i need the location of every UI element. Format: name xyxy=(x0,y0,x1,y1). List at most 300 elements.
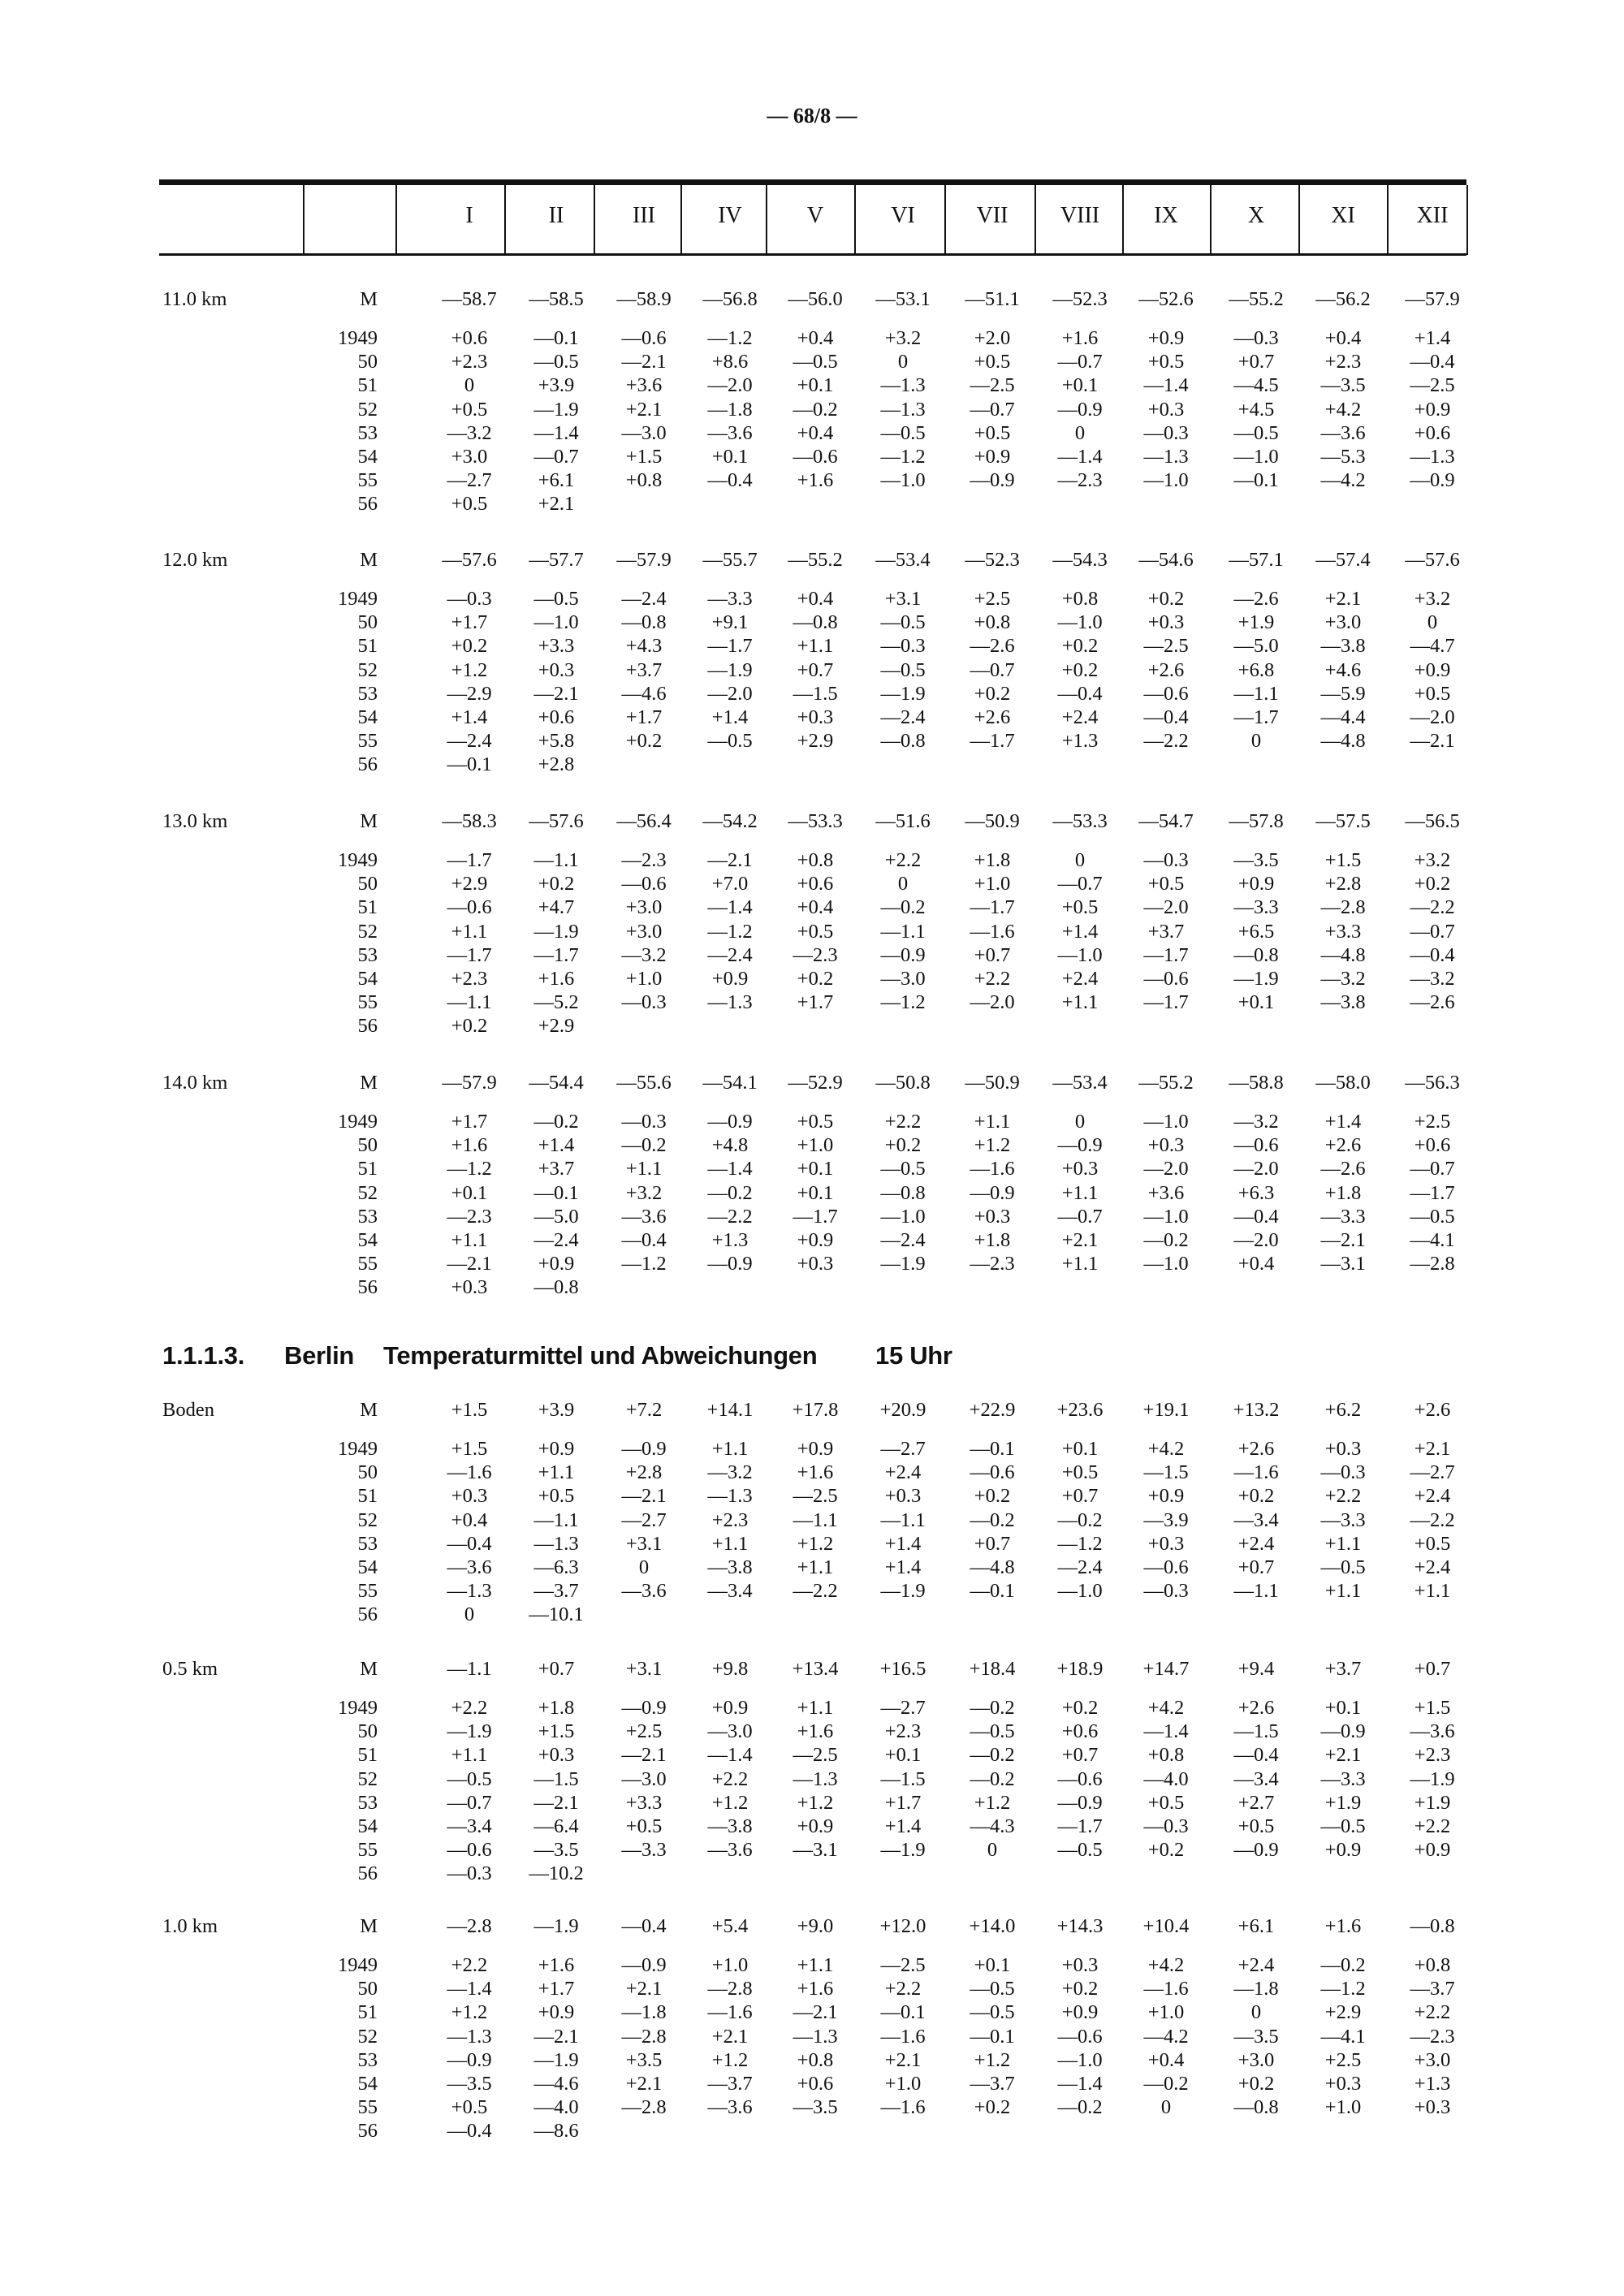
deviation-value: —0.1 xyxy=(880,2001,926,2024)
deviation-value: —0.2 xyxy=(970,1767,1015,1790)
deviation-value: —4.1 xyxy=(1320,2025,1366,2048)
level-label: 0.5 km xyxy=(162,1658,218,1680)
deviation-value: +1.2 xyxy=(974,2048,1011,2071)
deviation-value: +1.4 xyxy=(884,1556,922,1578)
deviation-value: 0 xyxy=(897,351,909,373)
deviation-value: —0.6 xyxy=(447,896,492,919)
deviation-value: +0.5 xyxy=(625,1815,663,1837)
deviation-value: +0.3 xyxy=(1147,611,1185,634)
header-column-rule xyxy=(395,185,397,255)
mean-value: +18.4 xyxy=(969,1658,1016,1680)
deviation-value: —2.9 xyxy=(447,682,492,705)
deviation-value: +2.3 xyxy=(1414,1744,1451,1767)
year-row xyxy=(0,1532,1624,1556)
deviation-value: —1.9 xyxy=(880,1253,926,1275)
year-label: 54 xyxy=(357,1229,378,1251)
deviation-value: —1.5 xyxy=(880,1767,926,1790)
deviation-value: —2.8 xyxy=(1320,896,1366,919)
deviation-value: +0.1 xyxy=(711,446,749,468)
deviation-value: —0.7 xyxy=(1057,1205,1103,1228)
deviation-value: —6.3 xyxy=(533,1556,579,1578)
mean-value: +7.2 xyxy=(625,1399,663,1421)
year-label: 50 xyxy=(357,1134,378,1157)
deviation-value: —1.2 xyxy=(1320,1978,1366,2000)
deviation-value: +3.6 xyxy=(625,374,663,397)
deviation-value: +2.2 xyxy=(1414,1815,1451,1837)
mean-value: —55.6 xyxy=(616,1072,672,1094)
year-label: 53 xyxy=(357,1205,378,1228)
mean-value: +12.0 xyxy=(879,1915,926,1937)
deviation-value: —3.5 xyxy=(447,2073,492,2095)
deviation-value: +0.5 xyxy=(1147,1791,1185,1814)
deviation-value: —0.5 xyxy=(880,658,926,681)
header-column-rule xyxy=(504,185,506,255)
mean-value: —50.9 xyxy=(965,810,1020,832)
deviation-value: —3.4 xyxy=(1233,1508,1279,1531)
deviation-value: +1.2 xyxy=(797,1532,834,1555)
mean-row xyxy=(0,287,1624,312)
deviation-value: +1.0 xyxy=(1324,2096,1362,2119)
deviation-value: +1.6 xyxy=(538,968,575,990)
deviation-value: —2.8 xyxy=(707,1978,753,2000)
section-title xyxy=(162,1338,1462,1374)
deviation-value: +1.1 xyxy=(451,1744,488,1767)
mean-value: —53.3 xyxy=(1052,810,1108,832)
deviation-value: —0.2 xyxy=(880,896,926,919)
deviation-value: +0.9 xyxy=(797,1229,834,1251)
deviation-value: —1.0 xyxy=(1057,1580,1103,1603)
header-top-rule xyxy=(159,179,1466,185)
deviation-value: —1.1 xyxy=(880,920,926,943)
deviation-value: +1.4 xyxy=(884,1532,922,1555)
level-label: 11.0 km xyxy=(162,288,227,310)
year-label: 51 xyxy=(357,2001,378,2024)
deviation-value: +1.3 xyxy=(711,1229,749,1251)
deviation-value: —2.0 xyxy=(970,991,1015,1014)
year-label: 51 xyxy=(357,1485,378,1508)
deviation-value: —3.9 xyxy=(1143,1508,1189,1531)
deviation-value: +1.0 xyxy=(625,968,663,990)
deviation-value: —0.2 xyxy=(793,398,838,421)
deviation-value: +1.7 xyxy=(625,706,663,728)
deviation-value: +0.5 xyxy=(451,2096,488,2119)
deviation-value: +1.0 xyxy=(974,873,1011,896)
year-row xyxy=(0,872,1624,896)
deviation-value: +2.2 xyxy=(451,1954,488,1976)
deviation-value: +2.9 xyxy=(797,730,834,753)
mean-value: —56.0 xyxy=(788,288,843,310)
mean-value: —57.6 xyxy=(1405,549,1460,571)
deviation-value: +2.1 xyxy=(1414,1438,1451,1460)
deviation-value: —0.6 xyxy=(1143,968,1189,990)
deviation-value: —4.3 xyxy=(970,1815,1015,1837)
mean-value: +9.0 xyxy=(797,1915,834,1937)
deviation-value: +1.7 xyxy=(451,1111,488,1133)
year-row xyxy=(0,1110,1624,1134)
deviation-value: +0.3 xyxy=(1414,2096,1451,2119)
deviation-value: +0.9 xyxy=(1061,2001,1099,2024)
deviation-value: +2.8 xyxy=(1324,873,1362,896)
mean-value: +23.6 xyxy=(1056,1399,1104,1421)
deviation-value: —1.9 xyxy=(707,658,753,681)
mean-value: +6.1 xyxy=(1237,1915,1275,1937)
deviation-value: +0.8 xyxy=(974,611,1011,634)
deviation-value: +1.4 xyxy=(451,706,488,728)
mean-value: +2.6 xyxy=(1414,1399,1451,1421)
deviation-value: +1.1 xyxy=(797,1556,834,1578)
deviation-value: —1.4 xyxy=(1143,374,1189,397)
year-label: 53 xyxy=(357,1791,378,1814)
deviation-value: +0.2 xyxy=(451,635,488,658)
deviation-value: +2.1 xyxy=(625,1978,663,2000)
year-row xyxy=(0,1767,1624,1792)
year-label: 50 xyxy=(357,1978,378,2000)
deviation-value: +9.1 xyxy=(711,611,749,634)
mean-value: +14.7 xyxy=(1142,1658,1190,1680)
deviation-value: +5.8 xyxy=(538,730,575,753)
deviation-value: —0.6 xyxy=(1233,1134,1279,1157)
deviation-value: +0.7 xyxy=(1237,1556,1275,1578)
year-row xyxy=(0,634,1624,658)
mean-value: —51.1 xyxy=(965,288,1020,310)
deviation-value: +0.2 xyxy=(1414,873,1451,896)
deviation-value: —0.5 xyxy=(1320,1815,1366,1837)
deviation-value: +1.2 xyxy=(711,1791,749,1814)
deviation-value: +2.2 xyxy=(884,1111,922,1133)
year-row xyxy=(0,2095,1624,2120)
deviation-value: —0.4 xyxy=(1233,1205,1279,1228)
deviation-value: —0.3 xyxy=(1233,327,1279,349)
deviation-value: —1.7 xyxy=(1410,1181,1455,1204)
deviation-value: —2.1 xyxy=(621,1744,667,1767)
deviation-value: —0.2 xyxy=(707,1181,753,1204)
year-row xyxy=(0,1014,1624,1038)
month-header: XII xyxy=(1416,203,1449,228)
deviation-value: +0.4 xyxy=(797,896,834,919)
deviation-value: +0.4 xyxy=(1147,2048,1185,2071)
mean-value: +19.1 xyxy=(1142,1399,1190,1421)
deviation-value: +3.2 xyxy=(1414,588,1451,610)
deviation-value: +4.8 xyxy=(711,1134,749,1157)
deviation-value: —3.5 xyxy=(1233,2025,1279,2048)
year-row xyxy=(0,1252,1624,1276)
deviation-value: —1.1 xyxy=(1233,1580,1279,1603)
deviation-value: —0.1 xyxy=(970,2025,1015,2048)
year-row xyxy=(0,1181,1624,1206)
deviation-value: +0.5 xyxy=(974,351,1011,373)
deviation-value: +3.0 xyxy=(625,896,663,919)
deviation-value: +2.4 xyxy=(1061,706,1099,728)
month-header: IX xyxy=(1154,203,1178,228)
header-column-rule xyxy=(1210,185,1212,255)
year-row xyxy=(0,848,1624,873)
mean-value: —50.8 xyxy=(875,1072,931,1094)
deviation-value: —8.6 xyxy=(533,2120,579,2143)
deviation-value: +1.1 xyxy=(797,635,834,658)
deviation-value: +0.4 xyxy=(797,588,834,610)
deviation-value: —1.7 xyxy=(447,849,492,871)
deviation-value: +0.3 xyxy=(538,658,575,681)
page-number: — 68/8 — xyxy=(767,104,857,127)
deviation-value: —0.3 xyxy=(447,588,492,610)
year-row xyxy=(0,1953,1624,1978)
year-label: 1949 xyxy=(338,1697,378,1719)
mean-value: +0.7 xyxy=(538,1658,575,1680)
mean-value: —54.1 xyxy=(702,1072,758,1094)
deviation-value: 0 xyxy=(1160,2096,1172,2119)
deviation-value: —0.1 xyxy=(533,1181,579,1204)
deviation-value: +2.4 xyxy=(1061,968,1099,990)
deviation-value: +2.4 xyxy=(884,1461,922,1484)
year-label: 56 xyxy=(357,1015,378,1038)
deviation-value: +0.3 xyxy=(1147,398,1185,421)
year-label: 50 xyxy=(357,1461,378,1484)
deviation-value: +0.3 xyxy=(1061,1954,1099,1976)
year-row xyxy=(0,1791,1624,1815)
deviation-value: +2.4 xyxy=(1414,1485,1451,1508)
deviation-value: —3.6 xyxy=(1320,421,1366,444)
deviation-value: +3.0 xyxy=(1324,611,1362,634)
year-label: 53 xyxy=(357,682,378,705)
deviation-value: —2.3 xyxy=(970,1253,1015,1275)
deviation-value: +4.5 xyxy=(1237,398,1275,421)
mean-row xyxy=(0,809,1624,834)
deviation-value: —1.0 xyxy=(1143,469,1189,492)
deviation-value: —1.3 xyxy=(707,1485,753,1508)
deviation-value: —0.3 xyxy=(1143,1815,1189,1837)
deviation-value: —1.4 xyxy=(707,896,753,919)
deviation-value: +0.7 xyxy=(1237,351,1275,373)
mean-value: —52.9 xyxy=(788,1072,843,1094)
deviation-value: +6.1 xyxy=(538,469,575,492)
deviation-value: +0.9 xyxy=(1147,327,1185,349)
deviation-value: +1.4 xyxy=(538,1134,575,1157)
mean-label: M xyxy=(360,288,378,310)
deviation-value: +2.2 xyxy=(711,1767,749,1790)
deviation-value: +0.8 xyxy=(1414,1954,1451,1976)
deviation-value: —10.1 xyxy=(529,1603,584,1626)
deviation-value: +0.9 xyxy=(1147,1485,1185,1508)
deviation-value: —1.7 xyxy=(533,943,579,966)
deviation-value: +0.2 xyxy=(1237,1485,1275,1508)
deviation-value: —2.0 xyxy=(707,374,753,397)
deviation-value: +0.3 xyxy=(1061,1158,1099,1180)
year-label: 51 xyxy=(357,374,378,397)
deviation-value: +0.2 xyxy=(974,1485,1011,1508)
deviation-value: —0.5 xyxy=(1233,421,1279,444)
year-label: 54 xyxy=(357,446,378,468)
deviation-value: +0.5 xyxy=(1414,1532,1451,1555)
deviation-value: +0.9 xyxy=(538,1253,575,1275)
deviation-value: +1.5 xyxy=(625,446,663,468)
deviation-value: +0.1 xyxy=(1061,374,1099,397)
deviation-value: —1.6 xyxy=(447,1461,492,1484)
deviation-value: —3.4 xyxy=(447,1815,492,1837)
deviation-value: +3.1 xyxy=(625,1532,663,1555)
deviation-value: +2.9 xyxy=(1324,2001,1362,2024)
deviation-value: —2.0 xyxy=(1143,896,1189,919)
deviation-value: +1.5 xyxy=(451,1438,488,1460)
mean-value: +6.2 xyxy=(1324,1399,1362,1421)
deviation-value: —0.2 xyxy=(970,1697,1015,1719)
deviation-value: +0.2 xyxy=(1147,588,1185,610)
header-column-rule xyxy=(303,185,304,255)
deviation-value: —0.7 xyxy=(1410,1158,1455,1180)
deviation-value: +0.5 xyxy=(451,493,488,516)
deviation-value: +1.6 xyxy=(797,469,834,492)
mean-value: —58.0 xyxy=(1315,1072,1371,1094)
header-column-rule xyxy=(594,185,595,255)
deviation-value: +1.1 xyxy=(711,1438,749,1460)
year-label: 56 xyxy=(357,2120,378,2143)
year-label: 50 xyxy=(357,1720,378,1743)
deviation-value: —5.2 xyxy=(533,991,579,1014)
deviation-value: —3.6 xyxy=(1410,1720,1455,1743)
deviation-value: +2.9 xyxy=(451,873,488,896)
deviation-value: —1.9 xyxy=(533,920,579,943)
deviation-value: +0.8 xyxy=(1061,588,1099,610)
deviation-value: +1.1 xyxy=(1324,1580,1362,1603)
deviation-value: +1.1 xyxy=(625,1158,663,1180)
deviation-value: +0.1 xyxy=(974,1954,1011,1976)
deviation-value: +1.2 xyxy=(797,1791,834,1814)
deviation-value: —0.4 xyxy=(1410,943,1455,966)
year-label: 1949 xyxy=(338,1954,378,1976)
mean-value: —2.8 xyxy=(447,1915,492,1937)
deviation-value: +0.4 xyxy=(451,1508,488,1531)
mean-value: —58.8 xyxy=(1229,1072,1284,1094)
deviation-value: —3.6 xyxy=(707,1839,753,1862)
mean-value: —58.9 xyxy=(616,288,672,310)
deviation-value: —1.5 xyxy=(533,1767,579,1790)
deviation-value: —3.0 xyxy=(621,1767,667,1790)
deviation-value: +1.8 xyxy=(974,849,1011,871)
deviation-value: —0.9 xyxy=(880,943,926,966)
deviation-value: +2.1 xyxy=(1324,588,1362,610)
deviation-value: +0.3 xyxy=(1147,1134,1185,1157)
deviation-value: +8.6 xyxy=(711,351,749,373)
mean-value: +16.5 xyxy=(879,1658,926,1680)
deviation-value: —0.2 xyxy=(1057,1508,1103,1531)
mean-value: —57.1 xyxy=(1229,549,1284,571)
deviation-value: +0.3 xyxy=(1147,1532,1185,1555)
deviation-value: +0.7 xyxy=(974,1532,1011,1555)
deviation-value: +1.6 xyxy=(797,1978,834,2000)
deviation-value: +2.1 xyxy=(711,2025,749,2048)
year-row xyxy=(0,1862,1624,1886)
year-label: 51 xyxy=(357,896,378,919)
deviation-value: —0.2 xyxy=(970,1744,1015,1767)
deviation-value: —2.0 xyxy=(1410,706,1455,728)
mean-value: —52.3 xyxy=(965,549,1020,571)
deviation-value: —0.4 xyxy=(1057,682,1103,705)
deviation-value: +0.3 xyxy=(1324,1438,1362,1460)
deviation-value: —0.9 xyxy=(970,469,1015,492)
mean-value: +14.1 xyxy=(706,1399,754,1421)
year-row xyxy=(0,2000,1624,2025)
deviation-value: —1.5 xyxy=(1143,1461,1189,1484)
month-header: V xyxy=(806,203,824,228)
deviation-value: +0.9 xyxy=(797,1438,834,1460)
deviation-value: —0.5 xyxy=(970,1720,1015,1743)
month-header: VII xyxy=(976,203,1009,228)
deviation-value: —1.6 xyxy=(707,2001,753,2024)
deviation-value: +2.4 xyxy=(1237,1532,1275,1555)
deviation-value: —1.7 xyxy=(1143,943,1189,966)
deviation-value: —0.2 xyxy=(1057,2096,1103,2119)
deviation-value: —1.3 xyxy=(880,398,926,421)
deviation-value: —4.7 xyxy=(1410,635,1455,658)
year-row xyxy=(0,753,1624,777)
year-row xyxy=(0,967,1624,991)
deviation-value: +2.6 xyxy=(1147,658,1185,681)
deviation-value: +2.2 xyxy=(1324,1485,1362,1508)
year-row xyxy=(0,943,1624,968)
deviation-value: +0.4 xyxy=(797,327,834,349)
deviation-value: —1.1 xyxy=(533,849,579,871)
mean-value: —1.9 xyxy=(533,1915,579,1937)
year-row xyxy=(0,1696,1624,1720)
year-row xyxy=(0,1205,1624,1229)
deviation-value: +1.1 xyxy=(1061,1253,1099,1275)
deviation-value: +0.3 xyxy=(797,706,834,728)
header-column-rule xyxy=(766,185,767,255)
deviation-value: —1.0 xyxy=(1057,611,1103,634)
deviation-value: —2.2 xyxy=(707,1205,753,1228)
deviation-value: +0.4 xyxy=(1237,1253,1275,1275)
month-header: II xyxy=(548,203,564,228)
deviation-value: —2.7 xyxy=(1410,1461,1455,1484)
deviation-value: —0.5 xyxy=(1057,1839,1103,1862)
deviation-value: —3.5 xyxy=(1233,849,1279,871)
deviation-value: +1.1 xyxy=(1061,991,1099,1014)
deviation-value: —1.2 xyxy=(707,327,753,349)
deviation-value: +0.8 xyxy=(625,469,663,492)
deviation-value: —2.2 xyxy=(1410,1508,1455,1531)
header-column-rule xyxy=(1387,185,1389,255)
deviation-value: +2.5 xyxy=(1414,1111,1451,1133)
mean-row xyxy=(0,548,1624,572)
deviation-value: +1.2 xyxy=(451,2001,488,2024)
deviation-value: —1.1 xyxy=(1233,682,1279,705)
deviation-value: —1.2 xyxy=(1057,1532,1103,1555)
deviation-value: —3.5 xyxy=(793,2096,838,2119)
deviation-value: +3.1 xyxy=(884,588,922,610)
deviation-value: —3.0 xyxy=(880,968,926,990)
deviation-value: +1.8 xyxy=(1324,1181,1362,1204)
deviation-value: —1.4 xyxy=(1057,2073,1103,2095)
deviation-value: +2.2 xyxy=(884,1978,922,2000)
deviation-value: —4.0 xyxy=(533,2096,579,2119)
deviation-value: +1.7 xyxy=(797,991,834,1014)
deviation-value: —0.4 xyxy=(1233,1744,1279,1767)
deviation-value: —3.8 xyxy=(707,1815,753,1837)
year-label: 55 xyxy=(357,2096,378,2119)
year-row xyxy=(0,1461,1624,1485)
deviation-value: +1.2 xyxy=(451,658,488,681)
deviation-value: —1.9 xyxy=(1233,968,1279,990)
year-label: 1949 xyxy=(338,1111,378,1133)
month-header: VI xyxy=(891,203,915,228)
deviation-value: —2.4 xyxy=(707,943,753,966)
deviation-value: +0.5 xyxy=(1237,1815,1275,1837)
deviation-value: —1.8 xyxy=(707,398,753,421)
deviation-value: +0.2 xyxy=(797,968,834,990)
deviation-value: +0.3 xyxy=(1324,2073,1362,2095)
deviation-value: —4.8 xyxy=(970,1556,1015,1578)
deviation-value: +3.2 xyxy=(884,327,922,349)
deviation-value: —2.5 xyxy=(880,1954,926,1976)
